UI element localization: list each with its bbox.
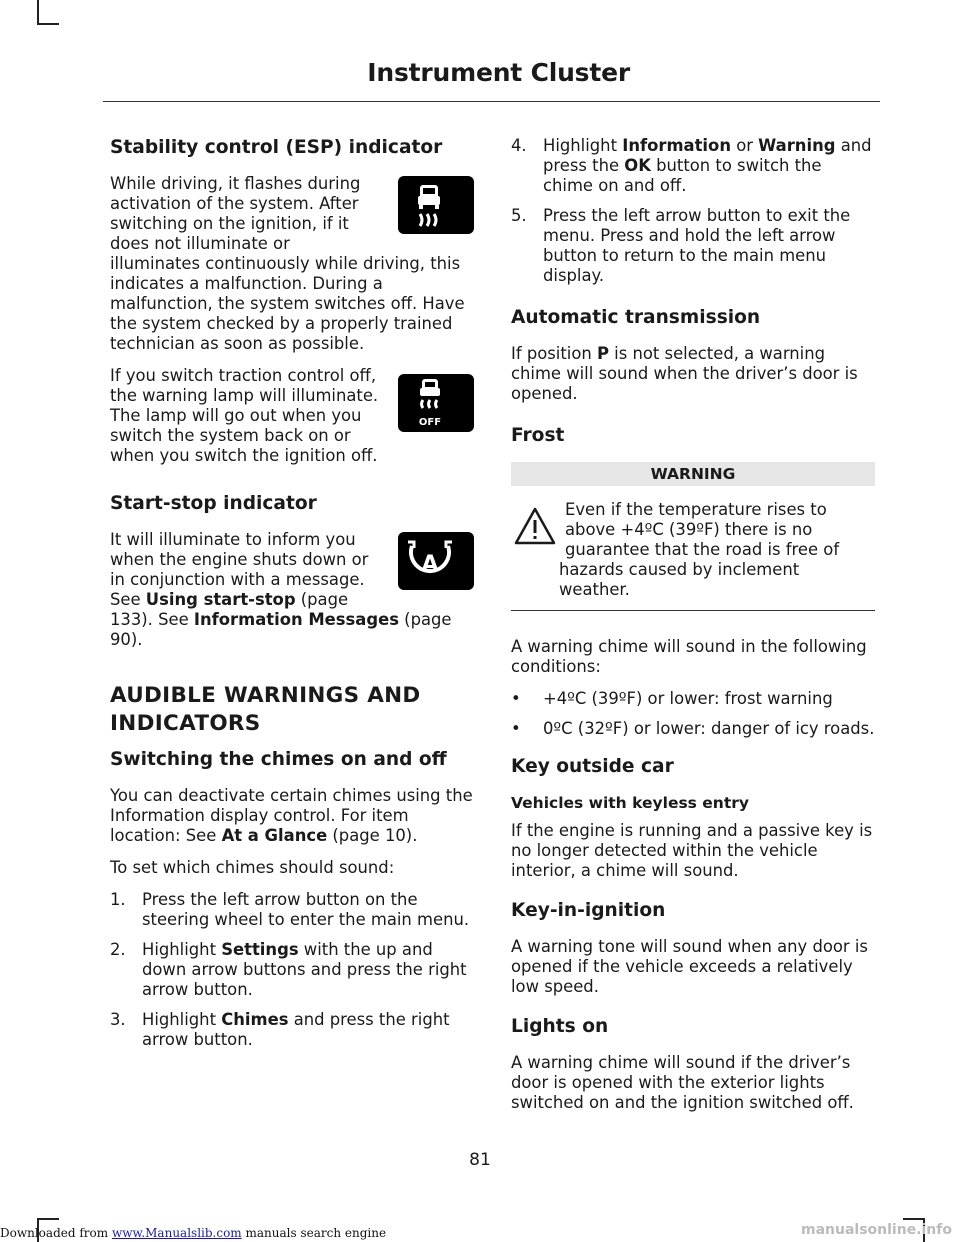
step-text: button to switch the chime on and off. [543, 156, 822, 195]
right-column [511, 136, 875, 1125]
text: is not selected, a warning chime will sound when the driver’s door is opened. [511, 344, 858, 403]
bullet-text: 0ºC (32ºF) or lower: danger of icy roads. [543, 719, 875, 738]
crop-mark [903, 1218, 925, 1220]
bullet: • [511, 719, 521, 738]
chimes-paragraph-1 [110, 786, 474, 846]
step-number: 2. [110, 940, 126, 959]
watermark: manualsonline.info [801, 1222, 952, 1238]
step-bold: Warning [758, 136, 836, 155]
lights-on-heading: Lights on [511, 1016, 609, 1037]
lights-on-paragraph: A warning chime will sound if the driver’s door is opened with the exterior lights switched on and the ignition switched off. [511, 1053, 854, 1112]
heading-line-1: AUDIBLE WARNINGS AND [110, 683, 421, 708]
warning-text: Even if the temperature rises to above +4ºC (39ºF) there is no guarantee that the road is free of hazards caused by inclement weather. [559, 500, 840, 599]
esp-heading: Stability control (ESP) indicator [110, 137, 443, 158]
text: It will illuminate to inform you when the engine shuts down or in conjunction with a message. See [110, 530, 369, 609]
step-text: Highlight [142, 1010, 222, 1029]
step-bold: Information [622, 136, 731, 155]
frost-conditions [511, 689, 875, 739]
start-stop-icon-letter: A [421, 552, 439, 577]
title-divider [103, 101, 880, 102]
step-number: 4. [511, 136, 527, 155]
heading-line-2: INDICATORS [110, 711, 261, 736]
key-outside-car-paragraph: If the engine is running and a passive key is no longer detected within the vehicle interior, a chime will sound. [511, 821, 873, 880]
text: (page 90). [110, 610, 452, 649]
download-footer [0, 1226, 386, 1240]
step-text: or [730, 136, 759, 155]
crop-mark [37, 1218, 59, 1220]
esp-off-label: OFF [418, 417, 442, 428]
esp-paragraph-1: While driving, it flashes during activation of the system. After switching on the ignition, if it does not illuminate or illuminates continuously while driving, this indicates a malfunction. During a malfunction, the system switches off. Have the system checked by a properly trained technician as soon as possible. [110, 174, 465, 353]
left-column [110, 136, 474, 1062]
frost-heading: Frost [511, 425, 565, 446]
step-bold: Settings [221, 940, 299, 959]
warning-triangle-icon [513, 506, 557, 546]
footer-suffix: manuals search engine [241, 1226, 387, 1240]
link-at-a-glance[interactable]: At a Glance [221, 826, 328, 845]
crop-mark [37, 23, 59, 25]
step-text: and press the right arrow button. [142, 1010, 450, 1049]
step-text: Press the left arrow button on the steering wheel to enter the main menu. [142, 890, 470, 929]
chimes-paragraph-2: To set which chimes should sound: [110, 858, 395, 877]
key-outside-car-heading: Key outside car [511, 756, 674, 777]
step-text: Highlight [142, 940, 222, 959]
page-number: 81 [469, 1150, 491, 1170]
text: If position [511, 344, 597, 363]
esp-paragraph-2: If you switch traction control off, the warning lamp will illuminate. The lamp will go out when you switch the system back on or when you switch the ignition off. [110, 366, 379, 465]
esp-off-icon [398, 374, 474, 432]
bullet: • [511, 689, 521, 708]
chimes-steps [110, 890, 474, 1050]
esp-icon [398, 176, 474, 234]
audible-warnings-heading [110, 682, 474, 738]
manualslib-link[interactable]: www.Manualslib.com [111, 1226, 242, 1240]
frost-paragraph: A warning chime will sound in the following conditions: [511, 637, 867, 676]
chimes-steps-continued [511, 136, 875, 286]
link-information-messages[interactable]: Information Messages [193, 610, 399, 629]
link-using-start-stop[interactable]: Using start-stop [145, 590, 296, 609]
step-text: Press the left arrow button to exit the menu. Press and hold the left arrow button to return to the main menu display. [543, 206, 851, 285]
text: (page 133). See [110, 590, 349, 629]
step-text: with the up and down arrow buttons and press the right arrow button. [142, 940, 467, 999]
step-bold: OK [624, 156, 651, 175]
key-in-ignition-paragraph: A warning tone will sound when any door is opened if the vehicle exceeds a relatively low speed. [511, 937, 868, 996]
page-title: Instrument Cluster [367, 58, 630, 87]
automatic-transmission-paragraph [511, 344, 875, 404]
text: (page 10). [327, 826, 418, 845]
footer-prefix: Downloaded from [0, 1226, 112, 1240]
crop-mark [37, 0, 39, 24]
text: You can deactivate certain chimes using the Information display control. For item location: See [110, 786, 473, 845]
chimes-heading: Switching the chimes on and off [110, 749, 447, 770]
warning-banner: WARNING [511, 462, 875, 486]
list-item [110, 890, 474, 930]
step-number: 5. [511, 206, 527, 225]
keyless-entry-subheading: Vehicles with keyless entry [511, 794, 750, 812]
step-text: Highlight [543, 136, 623, 155]
list-item [511, 719, 875, 739]
step-text: and press the [543, 136, 872, 175]
step-number: 3. [110, 1010, 126, 1029]
list-item [110, 940, 474, 1000]
key-in-ignition-heading: Key-in-ignition [511, 900, 666, 921]
warning-block [511, 500, 875, 611]
start-stop-heading: Start-stop indicator [110, 493, 317, 514]
list-item [511, 206, 875, 286]
list-item [110, 1010, 474, 1050]
step-bold: Chimes [221, 1010, 289, 1029]
step-number: 1. [110, 890, 126, 909]
start-stop-icon [398, 532, 474, 590]
automatic-transmission-heading: Automatic transmission [511, 307, 761, 328]
bullet-text: +4ºC (39ºF) or lower: frost warning [543, 689, 833, 708]
gear-position: P [596, 344, 609, 363]
list-item [511, 689, 875, 709]
list-item [511, 136, 875, 196]
